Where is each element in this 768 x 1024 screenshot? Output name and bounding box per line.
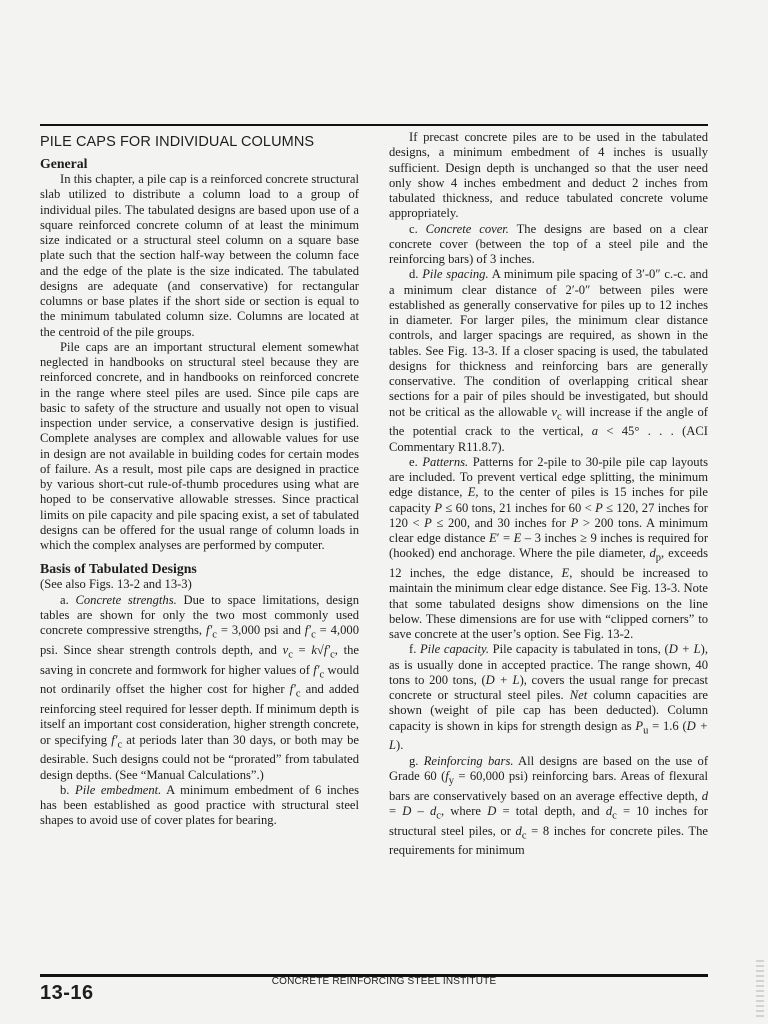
left-column bbox=[40, 130, 359, 829]
paragraph-precast-embedment: If precast concrete piles are to be used in the tabulated designs, a minimum embedment of 4 inches is usually sufficient. Design depth is unchanged so that the user need only show 4 inches embedment and deduct 2 inches from tabulated thickness, and reduce tabulated concrete volume appropriately. bbox=[389, 130, 708, 221]
paragraph-d-pile-spacing: d. Pile spacing. A minimum pile spacing of 3′-0″ c.-c. and a minimum clear distance of 2′-0″ between piles were established as generally conservative for piles up to 12 inches in diameter. For larger piles, the minimum clear distance controls, and larger spacings are required, as shown in the tables. See Fig. 13-3. If a closer spacing is used, the tabulated designs for thickness and reinforcing bars are generally conservative. The condition of overlapping critical shear sections for a pair of piles should be investigated, but should not be critical as the allowable $v_c$ will increase if the angle of the potential crack to the vertical, a < 45° . . . (ACI Commentary R11.8.7). bbox=[389, 267, 709, 454]
top-rule bbox=[40, 124, 708, 126]
paragraph-a-concrete-strengths: a. Concrete strengths. Due to space limitations, design tables are shown for only the two most commonly used concrete compressive strengths, $f'_c = 3,000$ psi and $f'_c = 4,000$ psi. Since shear strength controls depth, and $v_c = k√f'_c$, the saving in concrete and formwork for higher values of $f'_c$ would not ordinarily offset the higher cost for higher $f'_c$ and added reinforcing steel required for lesser depth. If minimum depth is itself an important cost consideration, higher strength concrete, or specifying $f'_c$ at periods later than 30 days, or both may be desirable. Such designs could not be “prorated” from tabulated design depths. (See “Manual Calculations”.) bbox=[40, 592, 359, 782]
heading-general: General bbox=[40, 156, 88, 171]
page-title: PILE CAPS FOR INDIVIDUAL COLUMNS bbox=[40, 134, 315, 150]
scan-edge-marks bbox=[756, 960, 764, 1020]
right-column bbox=[389, 130, 708, 859]
paragraph-e-patterns: e. Patterns. Patterns for 2-pile to 30-pile pile cap layouts are included. To prevent vertical edge splitting, the minimum edge distance, E, to the center of piles is 15 inches for pile capacity P ≤ 60 tons, 21 inches for 60 < P ≤ 120, 27 inches for 120 < P ≤ 200, and 30 inches for P > 200 tons. A minimum clear edge distance E′ = E – 3 inches ≥ 9 inches is required for (hooked) end anchorage. Where the pile diameter, $d_p$, exceeds 12 inches, the edge distance, E, should be increased to maintain the minimum clear edge distance. See Fig. 13-3. Note that some tabulated designs show dimensions on the line below. These dimensions are for use with “clipped corners” to save concrete at the user’s option. See Fig. 13-2. bbox=[389, 454, 709, 642]
basis-see-also: (See also Figs. 13-2 and 13-3) bbox=[40, 577, 192, 592]
paragraph-f-pile-capacity: f. Pile capacity. Pile capacity is tabulated in tons, (D + L), as is usually done in accepted practice. The range shown, 40 tons to 200 tons, (D + L), covers the usual range for precast concrete or structural steel piles. Net column capacities are shown (weight of pile cap has been deducted). Column capacity is shown in kips for strength design as $P_u = 1.6$ (D + L). bbox=[389, 642, 708, 753]
page-number: 13-16 bbox=[40, 982, 94, 1004]
paragraph-g-reinforcing-bars: g. Reinforcing bars. All designs are based on the use of Grade 60 ($f_y = 60,000$ psi) reinforcing bars. Areas of flexural bars are conservatively based on an average effective depth, $d = D - d_c$, where D = total depth, and $d_c = 10$ inches for structural steel piles, or $d_c = 8$ inches for concrete piles. The requirements for minimum bbox=[389, 753, 709, 858]
heading-basis: Basis of Tabulated Designs bbox=[40, 561, 197, 577]
paragraph-c-concrete-cover: c. Concrete cover. The designs are based on a clear concrete cover (between the top of a steel pile and the reinforcing bars) of 3 inches. bbox=[389, 221, 709, 266]
general-paragraph-2: Pile caps are an important structural element somewhat neglected in handbooks on structural steel because they are reinforced concrete, and in handbooks on reinforced concrete in the range where steel piles are used. Since pile caps are basic to safety of the structure and usually not open to visual inspection under service, a conservative design is justified. Complete analyses are complex and allowable values for use in design are not available in building codes for certain modes of failure. As a result, most pile caps are designed in practice by various short-cut rule-of-thumb procedures using what are hoped to be conservative allowable stresses. Since practical limits on pile capacity and pile spacing exist, a set of tabulated designs can be offered for the usual range of column loads in which the complex analyses are performed by computer. bbox=[40, 339, 359, 552]
general-paragraph-1: In this chapter, a pile cap is a reinforced concrete structural slab utilized to distribute a column load to a group of individual piles. The tabulated designs are based upon use of a square reinforced concrete column of at least the minimum size indicated or a structural steel column on a square base plate such that the section half-way between the column face and the edge of the plate is the size indicated. The tabulated designs are adequate (and conservative) for rectangular columns or base plates if the short side or section is equal to the minimum tabulated column size. Columns are located at the centroid of the pile groups. bbox=[40, 172, 359, 339]
footer-organization: CONCRETE REINFORCING STEEL INSTITUTE bbox=[271, 976, 497, 987]
paragraph-b-pile-embedment: b. Pile embedment. A minimum embedment of 6 inches has been established as good practice with structural steel shapes to avoid use of cover plates for bearing. bbox=[40, 782, 359, 828]
